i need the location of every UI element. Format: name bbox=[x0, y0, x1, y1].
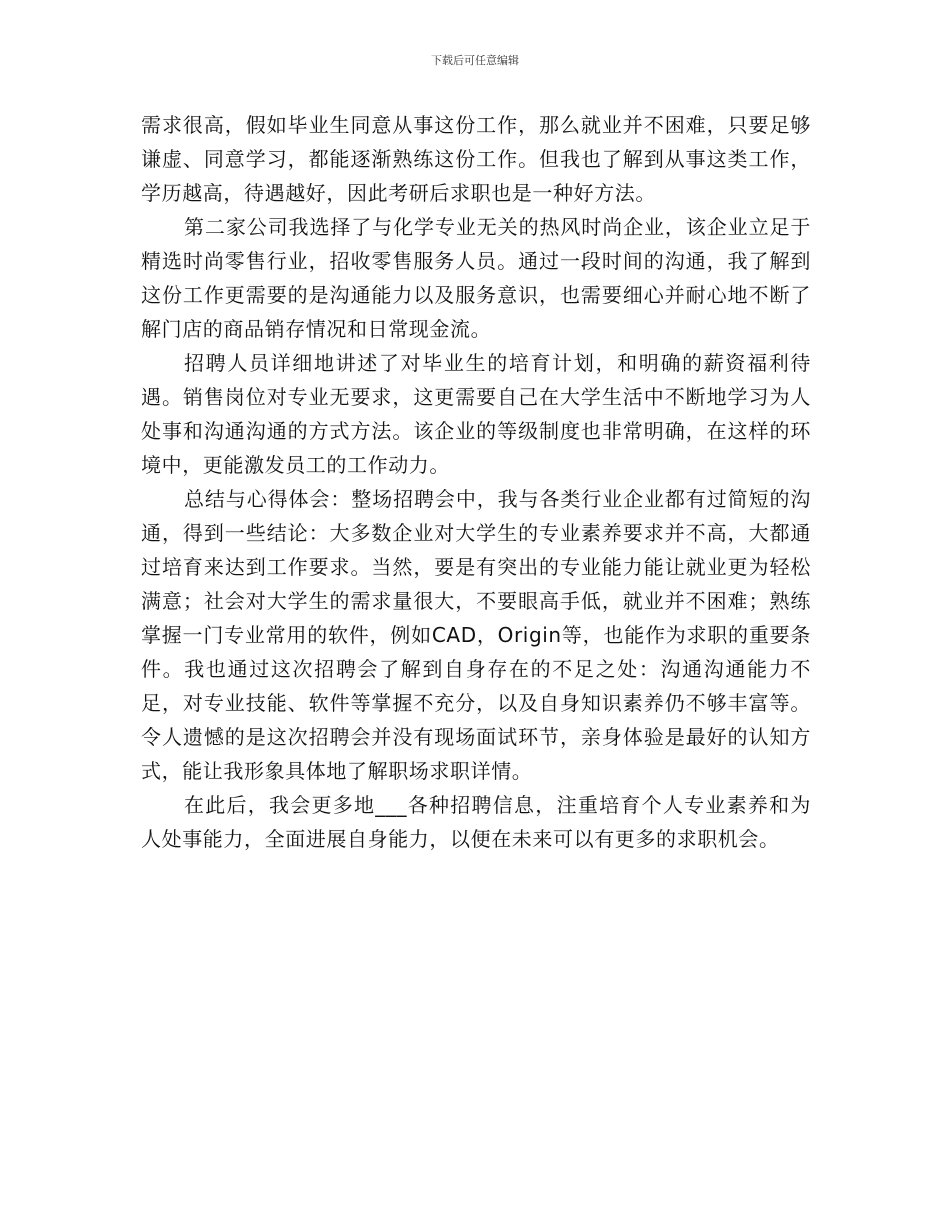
paragraph-2: 第二家公司我选择了与化学专业无关的热风时尚企业，该企业立足于精选时尚零售行业，招收零售服务人员。通过一段时间的沟通，我了解到这份工作更需要的是沟通能力以及服务意识，也需要细心并耐心地不断了解门店的商品销存情况和日常现金流。 bbox=[141, 215, 811, 341]
page-header: 下载后可任意编辑 bbox=[431, 54, 519, 67]
paragraph-3: 招聘人员详细地讲述了对毕业生的培育计划，和明确的薪资福利待遇。销售岗位对专业无要求，这更需要自己在大学生活中不断地学习为人处事和沟通沟通的方式方法。该企业的等级制度也非常明确，在这样的环境中，更能激发员工的工作动力。 bbox=[141, 351, 811, 477]
document-body bbox=[141, 108, 811, 856]
paragraph-4: 总结与心得体会：整场招聘会中，我与各类行业企业都有过简短的沟通，得到一些结论：大多数企业对大学生的专业素养要求并不高，大都通过培育来达到工作要求。当然，要是有突出的专业能力能让就业更为轻松满意；社会对大学生的需求量很大，不要眼高手低，就业并不困难；熟练掌握一门专业常用的软件，例如CAD，Origin等，也能作为求职的重要条件。我也通过这次招聘会了解到自身存在的不足之处：沟通沟通能力不足，对专业技能、软件等掌握不充分，以及自身知识素养仍不够丰富等。令人遗憾的是这次招聘会并没有现场面试环节，亲身体验是最好的认知方式，能让我形象具体地了解职场求职详情。 bbox=[141, 487, 811, 783]
paragraph-1: 需求很高，假如毕业生同意从事这份工作，那么就业并不困难，只要足够谦虚、同意学习，都能逐渐熟练这份工作。但我也了解到从事这类工作，学历越高，待遇越好，因此考研后求职也是一种好方法。 bbox=[141, 113, 811, 205]
paragraph-5: 在此后，我会更多地___各种招聘信息，注重培育个人专业素养和为人处事能力，全面进展自身能力，以便在未来可以有更多的求职机会。 bbox=[141, 793, 811, 851]
